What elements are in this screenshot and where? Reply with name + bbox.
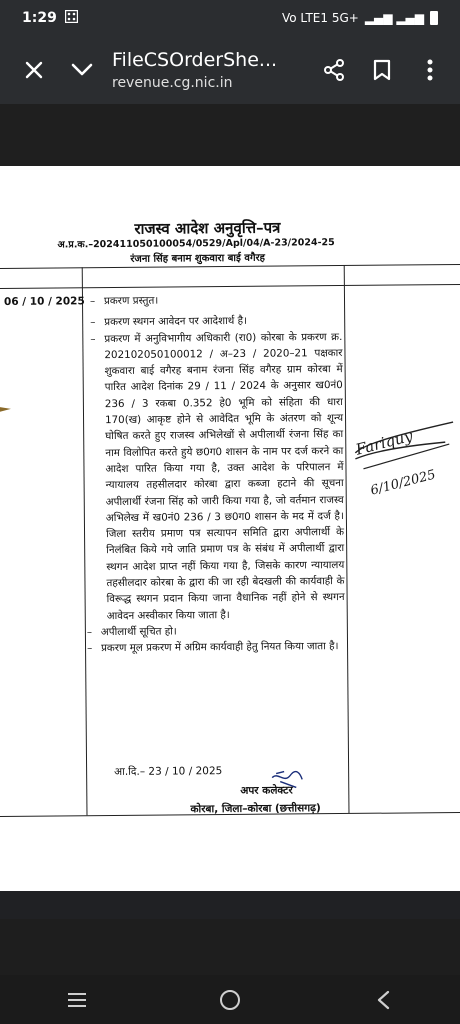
- status-right: [282, 11, 438, 25]
- page-title: FileCSOrderShe...: [112, 49, 278, 71]
- signatory-place: कोरबा, जिला–कोरबा (छत्तीसगढ़): [190, 802, 321, 816]
- status-time: 1:29: [22, 10, 57, 26]
- item-text: प्रकरण प्रस्तुत।: [103, 294, 159, 308]
- handwritten-signature-icon: [349, 414, 460, 505]
- bookmark-icon[interactable]: [358, 46, 406, 94]
- binder-clip-icon: [0, 404, 11, 414]
- document-parties: रंजना सिंह बनाम शुकवारा बाई वगैरह: [130, 252, 266, 265]
- viewer-top-margin: [0, 104, 460, 166]
- order-item: [90, 329, 345, 625]
- document-content: [0, 166, 460, 891]
- document-page[interactable]: [0, 166, 460, 891]
- handwritten-date: 6/10/2025: [368, 467, 438, 499]
- back-chevron-icon[interactable]: [353, 980, 413, 1020]
- order-body: [86, 291, 345, 657]
- item-text: प्रकरण स्थगन आवेदन पर आदेशार्थ है।: [104, 315, 248, 329]
- item-dash: –: [90, 332, 96, 345]
- date-column-rule: [82, 267, 88, 815]
- table-header-rule: [0, 284, 460, 289]
- item-dash: –: [90, 316, 96, 329]
- item-text: प्रकरण मूल प्रकरण में अग्रिम कार्यवाही हेतु नियत किया जाता है।: [100, 640, 339, 655]
- signatory-title: अपर कलेक्टर: [240, 784, 293, 797]
- share-icon[interactable]: [310, 46, 358, 94]
- signal-icon: ▂▄▆ ▂▄▆: [364, 11, 424, 25]
- browser-app-bar: [0, 36, 460, 104]
- gallery-notification-icon: [65, 10, 78, 27]
- order-date: 06 / 10 / 2025: [3, 295, 85, 308]
- recents-menu-icon[interactable]: [47, 980, 107, 1020]
- item-dash: –: [86, 642, 93, 655]
- document-title: राजस्व आदेश अनुवृत्ति–पत्र: [134, 218, 281, 238]
- document-reference: अ.प्र.क.–202411050100054/0529/Apl/04/A-23/2024-25: [57, 237, 335, 251]
- close-icon[interactable]: [10, 46, 58, 94]
- item-text: प्रकरण में अनुविभागीय अधिकारी (रा0) कोरबा के प्रकरण क्र. 202102050100012 / अ–23 / 2020–21 पक्षकार शुकवारा बाई वगैरह बनाम रंजना सिंह वगैरह ग्राम कोरबा में पारित आदेश दिनांक 29 / 11 / 2024 के अनुसार ख0नं0 236 / 3 रकबा 0.352 हे0 भूमि को संहिता की धारा 170(ख) आकृष्ट होने से आवेदित भूमि के अंतरण को शून्य घोषित करते हुए राजस्व अभिलेखों से अपीलार्थी रंजना सिंह का नाम विलोपित करते हुये छ0ग0 शासन के नाम पर दर्ज करने का आदेश पारित किया गया है, उक्त आदेश के परिपालन में न्यायालय तहसीलदार कोरबा द्वारा कब्जा हटाने की सूचना अपीलार्थी रंजना सिंह को जारी किया गया है, जो वर्तमान राजस्व अभिलेख में ख0नं0 236 / 3 छ0ग0 शासन के मद में दर्ज है। जिला स्तरीय प्रमाण पत्र सत्यापन समिति द्वारा अपीलार्थी के निलंबित किये गये जाति प्रमाण पत्र के संबंध में अपीलार्थी द्वारा स्थगन आदेश प्राप्त नहीं किया गया है, जिसके कारण न्यायालय तहसीलदार कोरबा के द्वारा की जा रही बेदखली की कार्यवाही के विरूद्ध स्थगन प्रदान किया जाना वैधानिक नहीं होने से स्थगन आवेदन अस्वीकार किया जाता है।: [104, 330, 345, 622]
- home-circle-icon[interactable]: [200, 980, 260, 1020]
- chevron-down-icon[interactable]: [58, 46, 106, 94]
- item-text: अपीलार्थी सूचित हो।: [100, 625, 177, 639]
- remarks-column-rule: [344, 265, 350, 813]
- system-nav-bar: [0, 975, 460, 1024]
- more-vert-icon[interactable]: [406, 46, 454, 94]
- order-item: [90, 291, 342, 309]
- network-label: Vo LTE1 5G+: [281, 11, 359, 25]
- item-dash: –: [86, 626, 93, 639]
- status-bar: [0, 0, 460, 36]
- viewer-bottom-margin: [0, 891, 460, 919]
- order-item: [87, 638, 345, 657]
- next-hearing-date: आ.दि.– 23 / 10 / 2025: [114, 765, 223, 779]
- battery-icon: [430, 11, 438, 25]
- handwritten-name: Fariquy: [353, 426, 415, 459]
- page-url: revenue.cg.nic.in: [112, 75, 233, 91]
- viewer-bottom-band: [0, 919, 460, 975]
- page-title-block[interactable]: [106, 49, 310, 91]
- item-dash: –: [89, 295, 96, 308]
